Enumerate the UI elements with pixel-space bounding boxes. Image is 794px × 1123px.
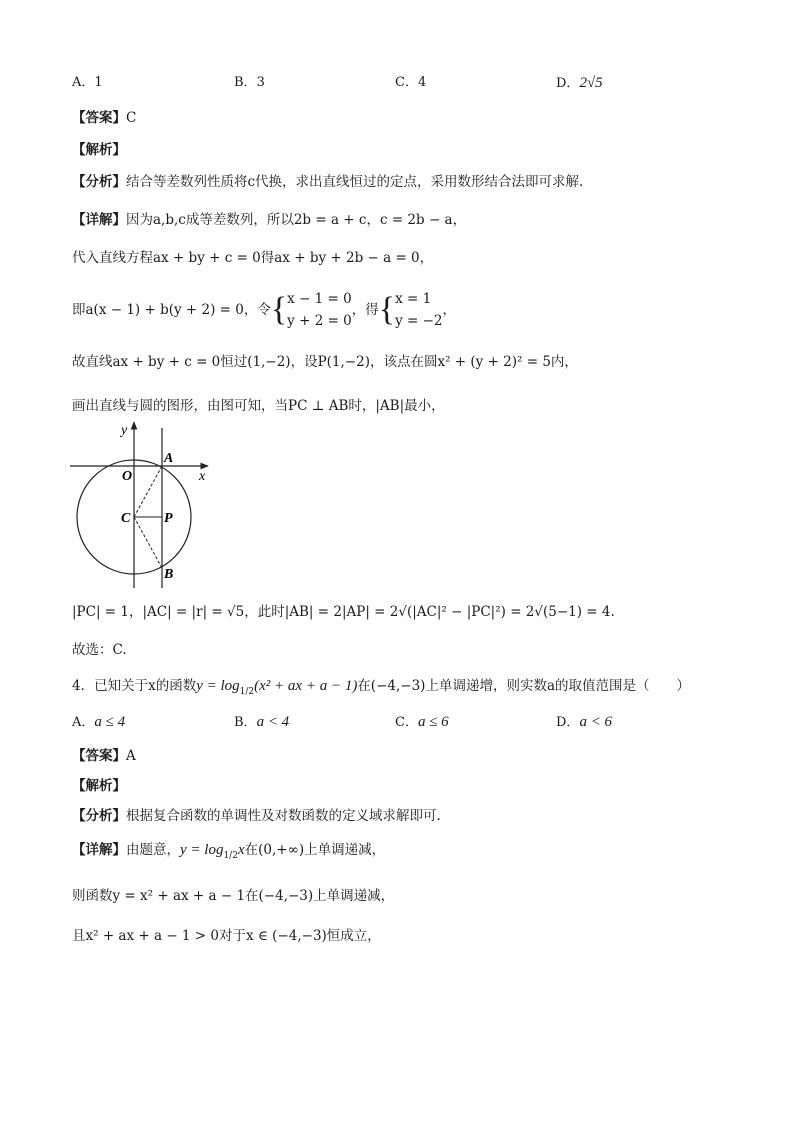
q3-fenxi: 【分析】结合等差数列性质将c代换，求出直线恒过的定点，采用数形结合法即可求解.	[72, 174, 584, 190]
q4-option-b: B．a < 4	[234, 714, 290, 730]
label-c: C	[121, 511, 131, 526]
q3-option-d: D．2√5	[556, 75, 603, 91]
system-1: x − 1 = 0 y + 2 = 0	[287, 291, 352, 329]
q4-stem: 4．已知关于x的函数 y = log 1/2 (x² + ax + a − 1) 在(−4,−3)上单调递增，则实数a的取值范围是（ ）	[72, 678, 690, 697]
segment-cb	[134, 517, 162, 568]
brace-left: {	[378, 291, 396, 328]
q3-option-b: B．3	[234, 75, 265, 90]
label-y: y	[121, 423, 128, 438]
label-a: A	[164, 451, 174, 466]
q3-step4: 故直线ax + by + c = 0恒过(1,−2)，设P(1,−2)，该点在圆x² + (y + 2)² = 5内，	[72, 354, 578, 370]
q4-step2: 则函数y = x² + ax + a − 1在(−4,−3)上单调递减，	[72, 888, 395, 904]
label-o: O	[122, 469, 133, 484]
q3-step1: 【详解】因为a,b,c成等差数列，所以2b = a + c，c = 2b − a，	[72, 212, 467, 228]
circle-line-figure	[66, 418, 216, 590]
segment-ca	[134, 466, 162, 517]
label-x: x	[199, 469, 206, 484]
q3-option-a: A．1	[72, 75, 103, 90]
q4-step3: 且x² + ax + a − 1 > 0对于x ∈ (−4,−3)恒成立，	[72, 928, 381, 944]
q3-step2: 代入直线方程ax + by + c = 0得ax + by + 2b − a = 0，	[72, 250, 434, 266]
q4-fenxi: 【分析】根据复合函数的单调性及对数函数的定义域求解即可.	[72, 808, 441, 824]
q3-answer: 【答案】C	[72, 110, 137, 126]
q3-step5: 画出直线与圆的图形，由图可知，当PC ⊥ AB时，|AB|最小，	[72, 398, 445, 414]
q4-option-d: D．a < 6	[556, 714, 613, 730]
q4-step1: 【详解】 由题意， y = log 1/2 x 在(0,+∞)上单调递减，	[72, 842, 386, 861]
q3-analysis-tag: 【解析】	[72, 142, 126, 158]
q3-choose: 故选：C.	[72, 642, 127, 658]
q4-option-c: C．a ≤ 6	[395, 714, 449, 730]
q3-option-c: C．4	[395, 75, 427, 90]
q3-step3: 即a(x − 1) + b(y + 2) = 0，令 { x − 1 = 0 y + 2 = 0 ，得 { x = 1 y = −2 ，	[72, 286, 456, 334]
q4-analysis-tag: 【解析】	[72, 778, 126, 794]
system-2: x = 1 y = −2	[395, 291, 443, 329]
q3-step6: |PC| = 1，|AC| = |r| = √5，此时|AB| = 2|AP| = 2√(|AC|² − |PC|²) = 2√(5−1) = 4.	[72, 604, 615, 620]
brace-left: {	[270, 291, 288, 328]
q4-option-a: A．a ≤ 4	[72, 714, 126, 730]
label-b: B	[164, 567, 174, 582]
label-p: P	[164, 511, 173, 526]
q4-answer: 【答案】A	[72, 748, 136, 764]
